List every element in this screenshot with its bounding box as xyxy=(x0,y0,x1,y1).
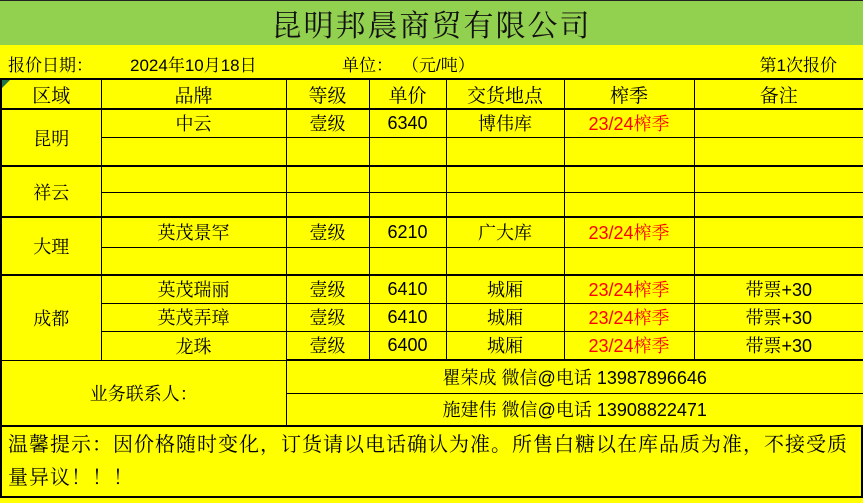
contacts-label: 业务联系人： xyxy=(1,360,286,426)
contacts-row xyxy=(1,360,863,393)
season-cell xyxy=(564,247,694,275)
note-cell xyxy=(694,217,863,247)
table-row xyxy=(1,109,863,137)
contact-entry: 瞿荣成 微信@电话 13987896646 xyxy=(286,360,863,393)
note-cell xyxy=(694,109,863,137)
col-header-season: 榨季 xyxy=(564,79,694,109)
note-cell: 带票+30 xyxy=(694,331,863,360)
note-cell xyxy=(694,247,863,275)
grade-cell: 壹级 xyxy=(286,331,369,360)
location-cell xyxy=(446,192,564,217)
brand-cell xyxy=(101,192,286,217)
grade-cell xyxy=(286,137,369,166)
brand-cell: 龙珠 xyxy=(101,331,286,360)
season-cell: 23/24榨季 xyxy=(564,275,694,303)
location-cell xyxy=(446,247,564,275)
price-table xyxy=(0,78,863,427)
quote-date-value: 2024年10月18日 xyxy=(130,56,257,75)
table-row xyxy=(1,247,863,275)
cell-corner-marker xyxy=(2,80,10,88)
table-row xyxy=(1,137,863,166)
table-row xyxy=(1,192,863,217)
table-row xyxy=(1,166,863,192)
brand-cell: 英茂弄璋 xyxy=(101,303,286,331)
region-cell-xiangyun: 祥云 xyxy=(1,166,101,217)
price-cell: 6410 xyxy=(369,275,446,303)
brand-cell: 英茂景罕 xyxy=(101,217,286,247)
region-cell-chengdu: 成都 xyxy=(1,275,101,360)
price-cell: 6210 xyxy=(369,217,446,247)
location-cell: 城厢 xyxy=(446,275,564,303)
season-cell: 23/24榨季 xyxy=(564,109,694,137)
region-cell-kunming: 昆明 xyxy=(1,109,101,166)
quote-round-label: 第1次报价 xyxy=(759,56,837,75)
location-cell xyxy=(446,137,564,166)
table-row xyxy=(1,331,863,360)
col-header-brand: 品牌 xyxy=(101,79,286,109)
grade-cell xyxy=(286,166,369,192)
col-header-note: 备注 xyxy=(694,79,863,109)
grade-cell: 壹级 xyxy=(286,109,369,137)
table-row xyxy=(1,275,863,303)
note-cell: 带票+30 xyxy=(694,303,863,331)
company-title: 昆明邦晨商贸有限公司 xyxy=(271,10,592,43)
table-row xyxy=(1,303,863,331)
price-cell xyxy=(369,192,446,217)
table-header-row xyxy=(1,79,863,109)
note-cell xyxy=(694,192,863,217)
note-cell: 带票+30 xyxy=(694,275,863,303)
location-cell: 博伟库 xyxy=(446,109,564,137)
note-cell xyxy=(694,166,863,192)
price-cell xyxy=(369,247,446,275)
notice-banner xyxy=(0,425,863,498)
price-cell: 6400 xyxy=(369,331,446,360)
grade-cell: 壹级 xyxy=(286,303,369,331)
col-header-location: 交货地点 xyxy=(446,79,564,109)
season-cell: 23/24榨季 xyxy=(564,217,694,247)
price-cell: 6340 xyxy=(369,109,446,137)
grade-cell: 壹级 xyxy=(286,217,369,247)
unit-label: 单位： xyxy=(342,56,393,75)
price-cell xyxy=(369,137,446,166)
notice-text: 温馨提示：因价格随时变化，订货请以电话确认为准。所售白糖以在库品质为准，不接受质量异议！！！ xyxy=(8,434,848,489)
table-row xyxy=(1,217,863,247)
season-cell xyxy=(564,137,694,166)
quote-info-bar xyxy=(0,45,863,78)
region-cell-dali: 大理 xyxy=(1,217,101,275)
company-title-banner xyxy=(0,0,863,45)
unit-value: （元/吨） xyxy=(402,56,475,75)
brand-cell: 中云 xyxy=(101,109,286,137)
brand-cell xyxy=(101,137,286,166)
location-cell: 城厢 xyxy=(446,331,564,360)
location-cell: 广大库 xyxy=(446,217,564,247)
price-cell: 6410 xyxy=(369,303,446,331)
price-cell xyxy=(369,166,446,192)
location-cell: 城厢 xyxy=(446,303,564,331)
col-header-grade: 等级 xyxy=(286,79,369,109)
brand-cell xyxy=(101,247,286,275)
quote-date-label: 报价日期： xyxy=(8,56,93,75)
note-cell xyxy=(694,137,863,166)
season-cell xyxy=(564,192,694,217)
location-cell xyxy=(446,166,564,192)
season-cell: 23/24榨季 xyxy=(564,303,694,331)
season-cell xyxy=(564,166,694,192)
contact-entry: 施建伟 微信@电话 13908822471 xyxy=(286,393,863,426)
brand-cell xyxy=(101,166,286,192)
brand-cell: 英茂瑞丽 xyxy=(101,275,286,303)
grade-cell xyxy=(286,247,369,275)
grade-cell xyxy=(286,192,369,217)
season-cell: 23/24榨季 xyxy=(564,331,694,360)
grade-cell: 壹级 xyxy=(286,275,369,303)
col-header-region: 区域 xyxy=(1,79,101,109)
col-header-price: 单价 xyxy=(369,79,446,109)
